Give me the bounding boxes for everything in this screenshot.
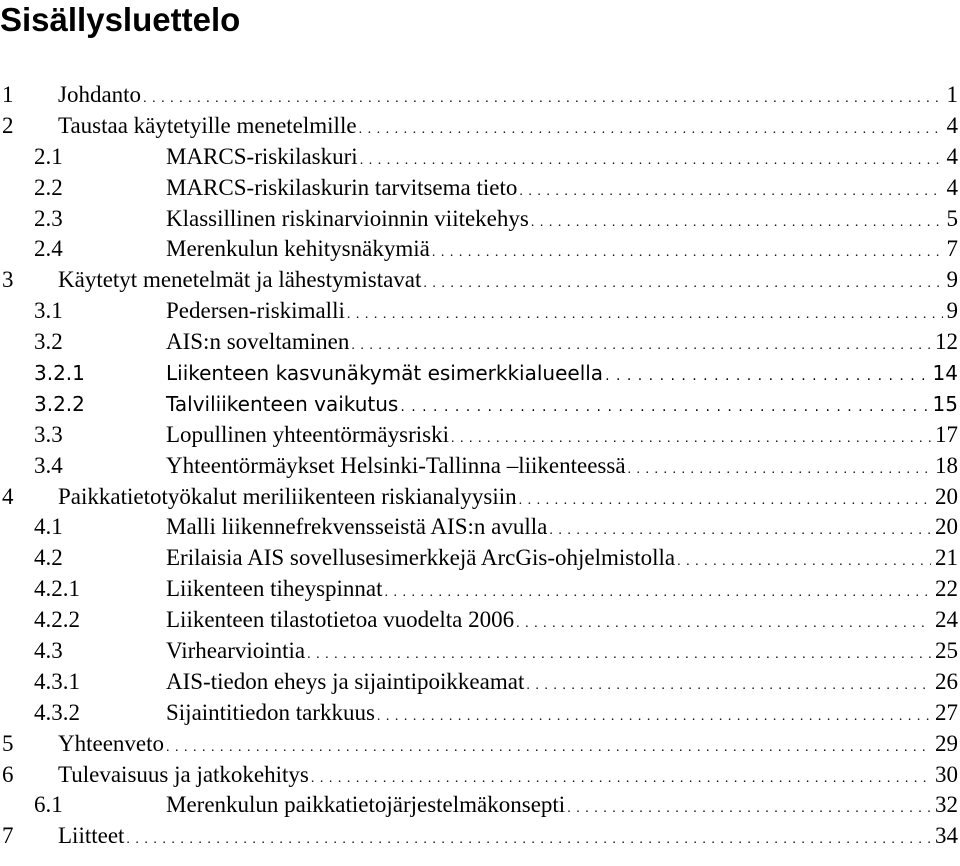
- toc-entry[interactable]: [0, 142, 958, 173]
- toc-entry[interactable]: [0, 234, 958, 265]
- toc-entry-line: [166, 296, 958, 331]
- dot-leader: [605, 361, 928, 392]
- toc-entry-number: 6: [2, 761, 14, 787]
- toc-entry-line: [58, 760, 958, 795]
- toc-entry-number: 1: [2, 82, 14, 107]
- page-title: Sisällysluettelo: [0, 1, 241, 38]
- toc-entry-title: Käytetyt menetelmät ja lähestymistavat: [58, 267, 422, 293]
- toc-entry-number: 2.2: [34, 174, 63, 200]
- toc-entry-number: 2.3: [34, 205, 63, 231]
- toc-entry[interactable]: [0, 636, 958, 667]
- toc-entry-line: [166, 173, 958, 208]
- toc-entry-line: [166, 574, 958, 609]
- toc-entry-title: Tulevaisuus ja jatkokehitys: [58, 761, 309, 787]
- toc-entry[interactable]: [0, 451, 958, 482]
- toc-entry[interactable]: [0, 327, 958, 358]
- toc-entry-page: 7: [946, 236, 958, 262]
- toc-entry-page: 20: [935, 514, 958, 540]
- toc-entry-number: 4.2.2: [34, 607, 80, 633]
- toc-entry-title: Yhteenveto: [58, 730, 165, 756]
- toc-entry-title: Virhearviointia: [166, 638, 306, 664]
- toc-entry-number: 3.1: [34, 298, 63, 324]
- toc-entry-page: 32: [935, 792, 958, 818]
- toc-entry-number: 3.3: [34, 421, 63, 447]
- toc-entry-line: [58, 821, 958, 856]
- toc-entry-line: [166, 512, 958, 547]
- toc-entry-page: 27: [935, 699, 958, 725]
- toc-entry-page: 9: [946, 267, 958, 293]
- toc-entry-line: [166, 204, 958, 239]
- toc-entry[interactable]: [0, 605, 958, 636]
- toc-entry-page: 22: [935, 576, 958, 602]
- toc-entry-page: 4: [946, 112, 958, 138]
- toc-entry[interactable]: [0, 760, 958, 791]
- toc-entry-line: [166, 698, 958, 733]
- toc-entry-page: 12: [935, 329, 958, 355]
- toc-entry-number: 3.2.2: [34, 391, 85, 416]
- toc-entry-line: [58, 80, 958, 115]
- toc-entry-page: 24: [935, 607, 958, 633]
- toc-entry-number: 4.2.1: [34, 576, 80, 602]
- dot-leader: [400, 392, 928, 423]
- toc-entry-number: 4.3.2: [34, 699, 80, 725]
- toc-entry[interactable]: [0, 80, 958, 111]
- toc-entry-number: 4.3.1: [34, 668, 80, 694]
- toc-entry[interactable]: [0, 821, 958, 852]
- toc-entry[interactable]: [0, 729, 958, 760]
- toc-entry-page: 15: [932, 391, 958, 416]
- toc-entry-page: 9: [946, 298, 958, 324]
- toc-entry-line: [166, 636, 958, 671]
- toc-entry-line: [166, 543, 958, 578]
- toc-entry-line: [166, 451, 958, 486]
- toc-entry-title: Paikkatietotyökalut meriliikenteen riskianalyysiin: [58, 483, 517, 509]
- toc-entry-title: Talviliikenteen vaikutus: [166, 391, 399, 416]
- toc-entry-page: 25: [935, 638, 958, 664]
- toc-entry[interactable]: [0, 420, 958, 451]
- toc-entry-page: 4: [946, 174, 958, 200]
- toc-entry-title: Liitteet: [58, 823, 125, 849]
- toc-entry-page: 14: [932, 361, 958, 386]
- toc-entry-number: 7: [2, 823, 14, 849]
- toc-entry-title: Taustaa käytetyille menetelmille: [58, 112, 357, 138]
- toc-entry[interactable]: [0, 482, 958, 513]
- toc-entry[interactable]: [0, 358, 958, 389]
- toc-entry[interactable]: [0, 512, 958, 543]
- toc-entry[interactable]: [0, 111, 958, 142]
- toc-entry[interactable]: [0, 204, 958, 235]
- toc-entry-line: [166, 667, 958, 702]
- toc-entry-title: Liikenteen kasvunäkymät esimerkkialueella: [166, 361, 604, 386]
- toc-entry-number: 3.2.1: [34, 361, 85, 386]
- toc-entry-title: Erilaisia AIS sovellusesimerkkejä ArcGis-ohjelmistolla: [166, 545, 676, 571]
- toc-entry[interactable]: [0, 667, 958, 698]
- toc-entry-number: 2.1: [34, 143, 63, 169]
- toc-entry-title: Sijaintitiedon tarkkuus: [166, 699, 375, 725]
- toc-entry-page: 29: [935, 730, 958, 756]
- toc-entry-page: 4: [946, 143, 958, 169]
- toc-entry-title: Malli liikennefrekvensseistä AIS:n avulla: [166, 514, 548, 540]
- toc-entry-line: [166, 142, 958, 177]
- toc-entry-page: 1: [946, 82, 958, 107]
- toc-entry-number: 3.2: [34, 329, 63, 355]
- toc-entry-number: 4.1: [34, 514, 63, 540]
- toc-entry-number: 4.3: [34, 638, 63, 664]
- toc-entry-title: Johdanto: [58, 82, 142, 107]
- toc-entry-title: Liikenteen tiheyspinnat: [166, 576, 383, 602]
- toc-entry-page: 5: [946, 205, 958, 231]
- toc-entry-title: Pedersen-riskimalli: [166, 298, 345, 324]
- toc-entry-title: Lopullinen yhteentörmäysriski: [166, 421, 449, 447]
- toc-entry-line: [166, 389, 958, 423]
- dot-leader: [126, 825, 931, 856]
- toc-entry[interactable]: [0, 698, 958, 729]
- toc-entry-title: MARCS-riskilaskurin tarvitsema tieto: [166, 174, 518, 200]
- toc-entry-number: 2: [2, 112, 14, 138]
- toc-entry[interactable]: [0, 543, 958, 574]
- toc-entry-line: [58, 111, 958, 146]
- toc-entry-line: [166, 327, 958, 362]
- toc-entry-number: 4.2: [34, 545, 63, 571]
- toc-entry-number: 4: [2, 483, 14, 509]
- toc-entry-line: [58, 729, 958, 764]
- toc-entry-page: 30: [935, 761, 958, 787]
- toc-entry-line: [58, 482, 958, 517]
- toc-entry-title: Liikenteen tilastotietoa vuodelta 2006: [166, 607, 515, 633]
- toc-entry-number: 5: [2, 730, 14, 756]
- table-of-contents: [0, 80, 958, 852]
- toc-entry[interactable]: [0, 173, 958, 204]
- toc-entry-number: 2.4: [34, 236, 63, 262]
- toc-entry[interactable]: [0, 296, 958, 327]
- toc-entry-page: 34: [935, 823, 958, 849]
- toc-entry-page: 18: [935, 452, 958, 478]
- toc-entry-line: [166, 358, 958, 392]
- toc-entry[interactable]: [0, 389, 958, 420]
- toc-entry-title: Merenkulun paikkatietojärjestelmäkonsepti: [166, 792, 566, 818]
- toc-entry-page: 26: [935, 668, 958, 694]
- toc-entry[interactable]: [0, 574, 958, 605]
- toc-entry-number: 6.1: [34, 792, 63, 818]
- toc-entry-title: AIS-tiedon eheys ja sijaintipoikkeamat: [166, 668, 525, 694]
- toc-entry-page: 20: [935, 483, 958, 509]
- toc-entry-number: 3: [2, 267, 14, 293]
- toc-entry[interactable]: [0, 265, 958, 296]
- toc-entry-title: Merenkulun kehitysnäkymiä: [166, 236, 430, 262]
- toc-entry-line: [58, 265, 958, 300]
- toc-entry-line: [166, 790, 958, 825]
- toc-entry-page: 17: [935, 421, 958, 447]
- toc-entry[interactable]: [0, 790, 958, 821]
- toc-entry-title: Klassillinen riskinarvioinnin viitekehys: [166, 205, 529, 231]
- toc-entry-line: [166, 420, 958, 455]
- toc-entry-line: [166, 605, 958, 640]
- toc-entry-title: Yhteentörmäykset Helsinki-Tallinna –liikenteessä: [166, 452, 626, 478]
- toc-entry-number: 3.4: [34, 452, 63, 478]
- toc-entry-title: AIS:n soveltaminen: [166, 329, 350, 355]
- toc-entry-page: 21: [935, 545, 958, 571]
- toc-entry-title: MARCS-riskilaskuri: [166, 143, 358, 169]
- toc-entry-line: [166, 234, 958, 269]
